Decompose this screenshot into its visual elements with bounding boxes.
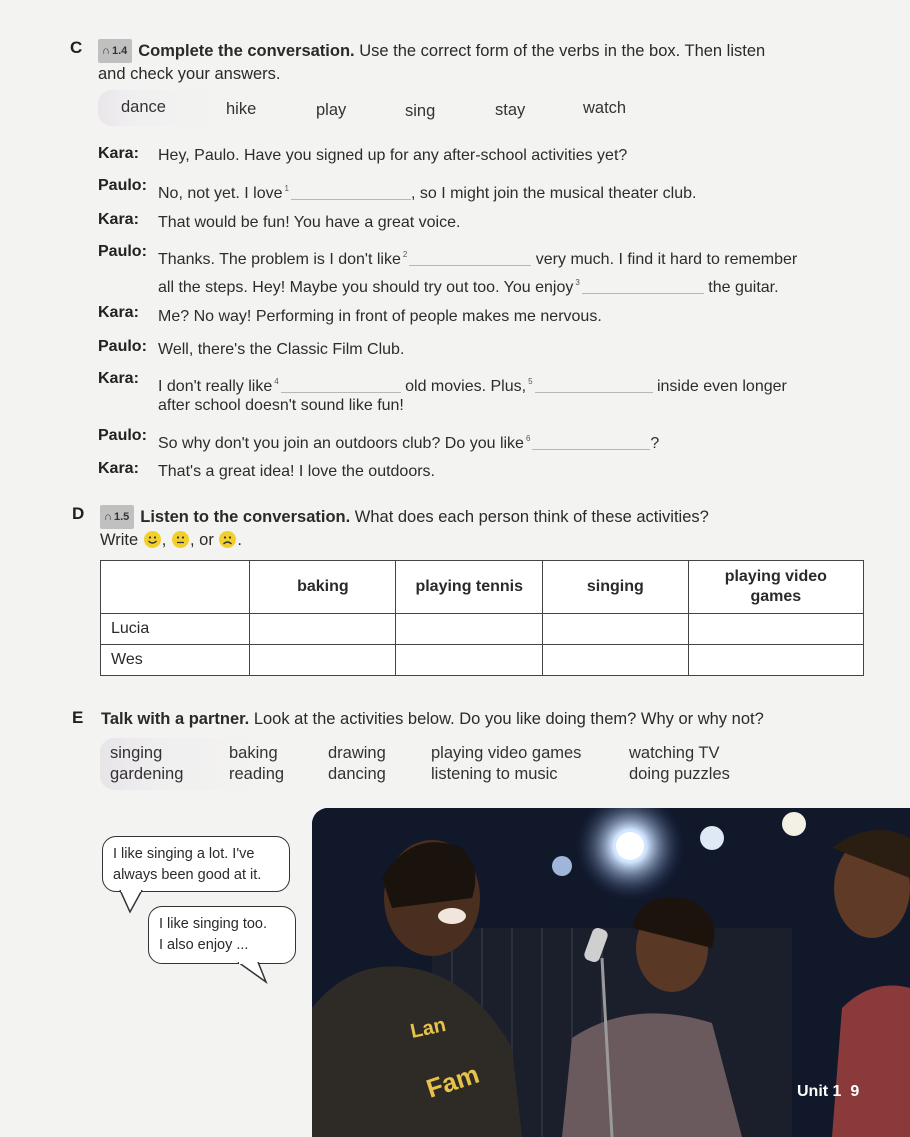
conversation-line: Hey, Paulo. Have you signed up for any after-school activities yet? xyxy=(158,147,628,164)
conversation-line: after school doesn't sound like fun! xyxy=(158,397,404,414)
answer-cell[interactable] xyxy=(688,614,863,645)
blank-number: 4 xyxy=(274,377,279,386)
activity-item: doing puzzles xyxy=(629,765,730,783)
conversation-line xyxy=(158,178,696,205)
line-text: inside even longer xyxy=(656,378,787,395)
section-d-instructions-text: What does each person think of these activities? xyxy=(350,508,709,526)
line-text: So why don't you join an outdoors club? Do you like xyxy=(158,435,524,452)
speaker-label: Paulo: xyxy=(98,338,147,355)
headphones-icon: ∩ xyxy=(104,511,112,523)
bubble-text: I like singing too. xyxy=(159,916,268,932)
line-text: all the steps. Hey! Maybe you should try out too. You enjoy xyxy=(158,279,574,296)
conversation-line xyxy=(158,272,779,299)
section-d-letter: D xyxy=(72,504,85,523)
activity-item: singing xyxy=(110,744,163,762)
section-e-letter: E xyxy=(72,708,84,727)
word-box xyxy=(98,90,658,126)
answer-cell[interactable] xyxy=(688,645,863,676)
conversation-line xyxy=(158,371,787,398)
frowning-face-icon xyxy=(219,531,236,548)
audio-track-badge[interactable] xyxy=(98,39,132,63)
page-number: 9 xyxy=(850,1083,860,1100)
blank-number: 2 xyxy=(402,250,408,259)
speech-bubble-1 xyxy=(102,836,290,892)
table-header-cell xyxy=(101,561,250,614)
section-c-instructions xyxy=(98,39,888,85)
activity-item: reading xyxy=(229,765,285,783)
section-d-instructions xyxy=(100,505,880,551)
speaker-label: Kara: xyxy=(98,211,139,228)
line-text: Thanks. The problem is I don't like xyxy=(158,251,401,268)
section-c-instructions-1: Use the correct form of the verbs in the box. Then listen xyxy=(354,42,766,60)
speaker-label: Paulo: xyxy=(98,177,147,194)
audio-track-badge[interactable] xyxy=(100,505,134,529)
blank-number: 1 xyxy=(284,184,289,193)
speech-bubble-2 xyxy=(148,906,296,964)
blank-number: 5 xyxy=(528,377,533,386)
section-e-instructions-text: Look at the activities below. Do you like doing them? Why or why not? xyxy=(249,710,764,728)
conversation-line: Me? No way! Performing in front of people makes me nervous. xyxy=(158,308,602,325)
speaker-label: Kara: xyxy=(98,370,139,387)
conversation-line: Well, there's the Classic Film Club. xyxy=(158,341,405,358)
answer-cell[interactable] xyxy=(250,614,396,645)
conversation-line xyxy=(158,428,659,455)
table-row xyxy=(101,614,864,645)
word-box-item: hike xyxy=(226,100,257,118)
conversation-line: That's a great idea! I love the outdoors. xyxy=(158,463,435,480)
conversation-line: That would be fun! You have a great voice. xyxy=(158,214,461,231)
answer-cell[interactable] xyxy=(396,645,543,676)
table-row-label: Wes xyxy=(101,645,250,676)
conversation-line xyxy=(158,244,797,271)
activity-item: watching TV xyxy=(629,744,720,762)
answer-cell[interactable] xyxy=(543,614,689,645)
word-box-item: watch xyxy=(583,99,627,117)
activity-item: drawing xyxy=(328,744,386,762)
smiling-face-icon xyxy=(144,531,161,548)
section-c-letter: C xyxy=(70,38,83,57)
table-header-row xyxy=(101,561,864,614)
write-label: Write xyxy=(100,531,139,549)
answer-blank[interactable] xyxy=(582,279,704,294)
answer-cell[interactable] xyxy=(543,645,689,676)
answer-blank[interactable] xyxy=(281,378,401,393)
line-text: , so I might join the musical theater club. xyxy=(410,185,697,202)
table-row xyxy=(101,645,864,676)
bubble-text: I like singing a lot. I've xyxy=(113,846,255,862)
section-e-title: Talk with a partner. xyxy=(101,710,250,728)
line-text: No, not yet. I love xyxy=(158,185,283,202)
table-row-label: Lucia xyxy=(101,614,250,645)
table-header-cell: playing video games xyxy=(688,561,863,614)
track-number: 1.5 xyxy=(113,511,130,523)
activity-item: dancing xyxy=(328,765,386,783)
answer-blank[interactable] xyxy=(409,251,531,266)
line-text: I don't really like xyxy=(158,378,273,395)
line-text: the guitar. xyxy=(708,279,779,296)
or-label: , or xyxy=(189,531,214,549)
table-header-cell: singing xyxy=(543,561,689,614)
headphones-icon: ∩ xyxy=(102,45,110,57)
speaker-label: Paulo: xyxy=(98,243,147,260)
word-box-item: dance xyxy=(121,98,166,116)
table-header-cell: baking xyxy=(250,561,396,614)
word-box-item: sing xyxy=(405,102,436,120)
line-text: old movies. Plus, xyxy=(405,378,527,395)
separator: , xyxy=(161,531,167,549)
answer-cell[interactable] xyxy=(396,614,543,645)
activity-item: listening to music xyxy=(431,765,558,783)
speaker-label: Kara: xyxy=(98,304,139,321)
answer-cell[interactable] xyxy=(250,645,396,676)
svg-text:Fam: Fam xyxy=(422,1058,483,1104)
activity-item: gardening xyxy=(110,765,184,783)
answer-blank[interactable] xyxy=(291,185,411,200)
word-box-item: play xyxy=(316,101,347,119)
neutral-face-icon xyxy=(172,531,189,548)
stage-singers-photo xyxy=(312,808,910,1137)
track-number: 1.4 xyxy=(111,45,128,57)
line-text: ? xyxy=(650,435,660,452)
table-header-cell: playing tennis xyxy=(396,561,543,614)
svg-text:Lan: Lan xyxy=(408,1013,448,1043)
unit-label: Unit 1 xyxy=(797,1083,842,1100)
word-box-item: stay xyxy=(495,101,526,119)
speaker-label: Kara: xyxy=(98,145,139,162)
section-e-instructions xyxy=(101,708,891,730)
line-text: very much. I find it hard to remember xyxy=(535,251,798,268)
speaker-label: Kara: xyxy=(98,460,139,477)
answer-blank[interactable] xyxy=(535,378,653,393)
speech-bubble-tail xyxy=(236,962,270,984)
section-d-title: Listen to the conversation. xyxy=(140,508,351,526)
blank-number: 3 xyxy=(575,278,580,287)
answer-blank[interactable] xyxy=(532,435,650,450)
speaker-label: Paulo: xyxy=(98,427,147,444)
blank-number: 6 xyxy=(525,434,531,443)
activity-item: baking xyxy=(229,744,278,762)
bubble-text: I also enjoy ... xyxy=(159,937,249,953)
activity-item: playing video games xyxy=(431,744,582,762)
section-c-instructions-2: and check your answers. xyxy=(98,65,281,83)
section-c-title: Complete the conversation. xyxy=(138,42,355,60)
speech-bubble-tail xyxy=(118,890,148,914)
bubble-text: always been good at it. xyxy=(113,867,262,883)
separator: . xyxy=(237,531,243,549)
page-footer xyxy=(797,1083,859,1101)
activity-opinion-table xyxy=(100,560,864,676)
